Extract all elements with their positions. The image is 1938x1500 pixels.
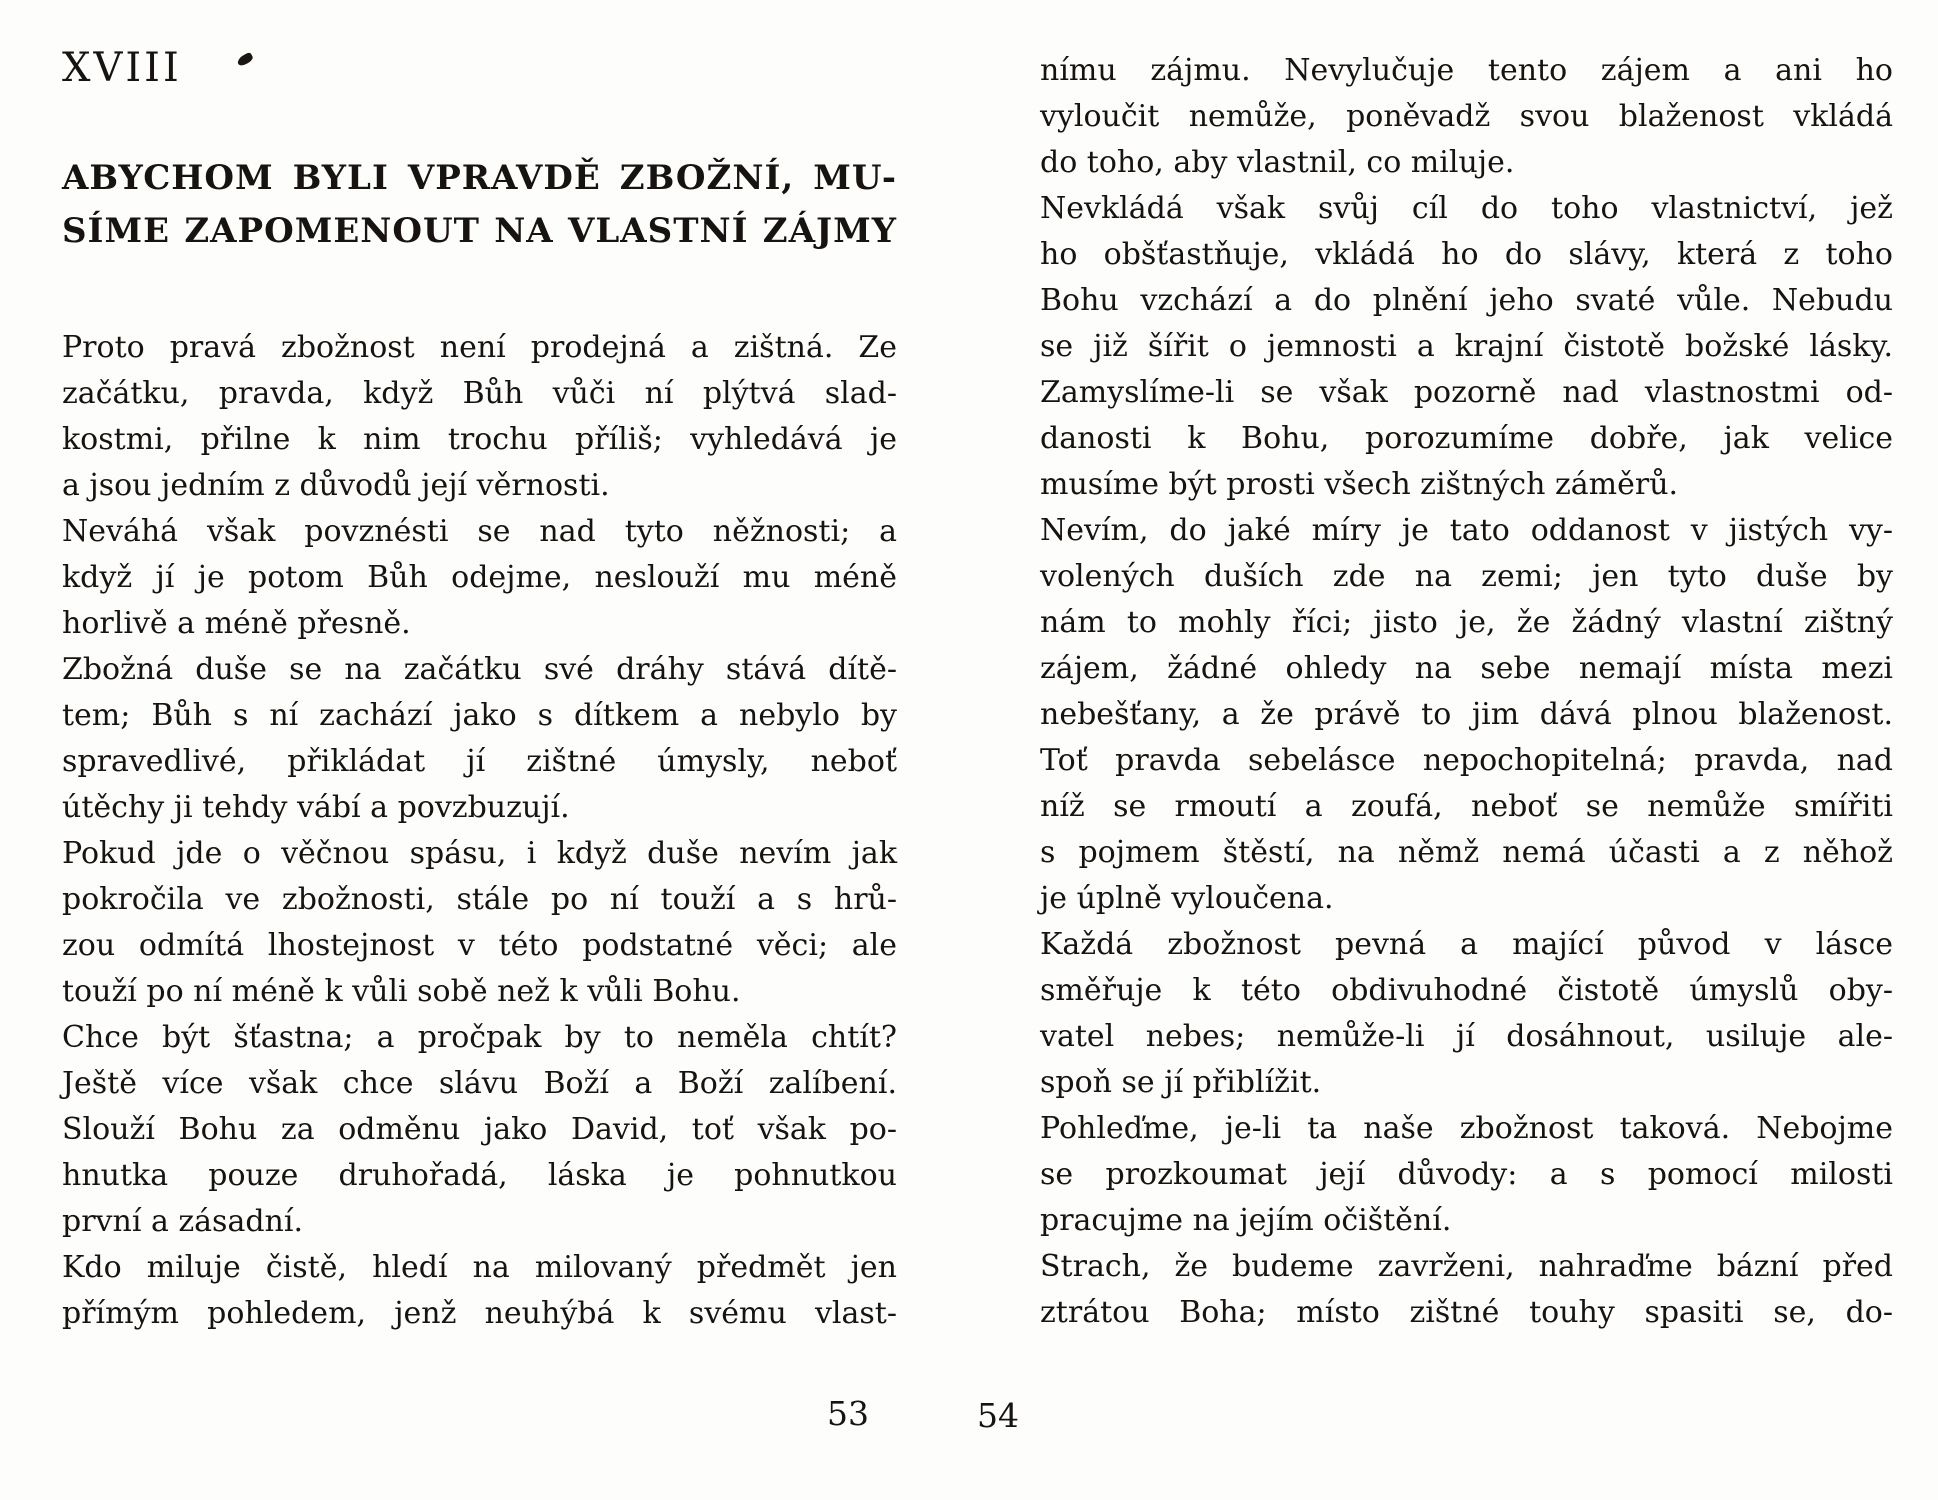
text-line: Pohleďme, je-li ta naše zbožnost taková. Nebojme <box>1040 1111 1893 1146</box>
text-line: nímu zájmu. Nevylučuje tento zájem a ani ho <box>1040 53 1893 88</box>
text-line: ztrátou Boha; místo zištné touhy spasiti se, do- <box>1040 1295 1893 1330</box>
text-line: Ještě více však chce slávu Boží a Boží zalíbení. <box>62 1066 897 1101</box>
text-line: musíme být prosti všech zištných záměrů. <box>1040 467 1679 502</box>
text-line: Zamyslíme-li se však pozorně nad vlastnostmi od- <box>1040 375 1893 410</box>
text-line: danosti k Bohu, porozumíme dobře, jak velice <box>1040 421 1893 456</box>
text-line: se prozkoumat její důvody: a s pomocí milosti <box>1040 1157 1893 1192</box>
text-line: nebešťany, a že právě to jim dává plnou blaženost. <box>1040 697 1893 732</box>
text-line: vyloučit nemůže, poněvadž svou blaženost vkládá <box>1040 99 1893 134</box>
text-line: Toť pravda sebelásce nepochopitelná; pravda, nad <box>1040 743 1893 778</box>
text-line: Strach, že budeme zavrženi, nahraďme bázní před <box>1040 1249 1893 1284</box>
text-line: se již šířit o jemnosti a krajní čistotě božské lásky. <box>1040 329 1893 364</box>
text-line: první a zásadní. <box>62 1204 303 1239</box>
text-line: tem; Bůh s ní zachází jako s dítkem a nebylo by <box>62 698 897 733</box>
text-line: do toho, aby vlastnil, co miluje. <box>1040 145 1515 180</box>
text-line: ho obšťastňuje, vkládá ho do slávy, která z toho <box>1040 237 1893 272</box>
text-line: když jí je potom Bůh odejme, neslouží mu méně <box>62 560 897 595</box>
page-number-left: 53 <box>827 1394 869 1433</box>
text-line: Slouží Bohu za odměnu jako David, toť však po- <box>62 1112 897 1147</box>
text-line: začátku, pravda, když Bůh vůči ní plýtvá slad- <box>62 376 897 411</box>
text-line: volených duších zde na zemi; jen tyto duše by <box>1040 559 1893 594</box>
text-line: touží po ní méně k vůli sobě než k vůli Bohu. <box>62 974 741 1009</box>
text-line: Kdo miluje čistě, hledí na milovaný předmět jen <box>62 1250 897 1285</box>
text-line: Chce být šťastna; a pročpak by to neměla chtít? <box>62 1020 897 1055</box>
text-line: horlivě a méně přesně. <box>62 606 411 641</box>
chapter-title-line: SÍME ZAPOMENOUT NA VLASTNÍ ZÁJMY <box>62 211 897 251</box>
text-line: směřuje k této obdivuhodné čistotě úmyslů oby- <box>1040 973 1893 1008</box>
page-left-body <box>62 325 897 1337</box>
text-line: pracujme na jejím očištění. <box>1040 1203 1452 1238</box>
text-line: Nevím, do jaké míry je tato oddanost v jistých vy- <box>1040 513 1893 548</box>
text-line: zou odmítá lhostejnost v této podstatné věci; ale <box>62 928 897 963</box>
text-line: níž se rmoutí a zoufá, neboť se nemůže smířiti <box>1040 789 1893 824</box>
text-line: pokročila ve zbožnosti, stále po ní touží a s hrů- <box>62 882 897 917</box>
text-line: je úplně vyloučena. <box>1040 881 1334 916</box>
text-line: útěchy ji tehdy vábí a povzbuzují. <box>62 790 570 825</box>
text-line: nám to mohly říci; jisto je, že žádný vlastní zištný <box>1040 605 1893 640</box>
page-right-body <box>1040 48 1893 1336</box>
text-line: přímým pohledem, jenž neuhýbá k svému vlast- <box>62 1296 897 1331</box>
text-line: Neváhá však povznésti se nad tyto něžnosti; a <box>62 514 897 549</box>
page-number-right: 54 <box>977 1396 1019 1435</box>
text-line: Pokud jde o věčnou spásu, i když duše nevím jak <box>62 836 897 871</box>
chapter-number: XVIII <box>62 45 182 91</box>
ink-speck <box>236 52 254 67</box>
chapter-title <box>62 152 897 258</box>
text-line: s pojmem štěstí, na němž nemá účasti a z něhož <box>1040 835 1893 870</box>
text-line: Nevkládá však svůj cíl do toho vlastnictví, jež <box>1040 191 1893 226</box>
text-line: kostmi, přilne k nim trochu příliš; vyhledává je <box>62 422 897 457</box>
text-line: Proto pravá zbožnost není prodejná a zištná. Ze <box>62 330 897 365</box>
text-line: vatel nebes; nemůže-li jí dosáhnout, usiluje ale- <box>1040 1019 1893 1054</box>
chapter-title-line: ABYCHOM BYLI VPRAVDĚ ZBOŽNÍ, MU- <box>62 158 897 198</box>
text-line: Každá zbožnost pevná a mající původ v lásce <box>1040 927 1893 962</box>
text-line: a jsou jedním z důvodů její věrnosti. <box>62 468 610 503</box>
text-line: spravedlivé, přikládat jí zištné úmysly, neboť <box>62 744 897 779</box>
text-line: Bohu vzchází a do plnění jeho svaté vůle. Nebudu <box>1040 283 1893 318</box>
text-line: spoň se jí přiblížit. <box>1040 1065 1322 1100</box>
text-line: hnutka pouze druhořadá, láska je pohnutkou <box>62 1158 897 1193</box>
text-line: zájem, žádné ohledy na sebe nemají místa mezi <box>1040 651 1893 686</box>
text-line: Zbožná duše se na začátku své dráhy stává dítě- <box>62 652 897 687</box>
